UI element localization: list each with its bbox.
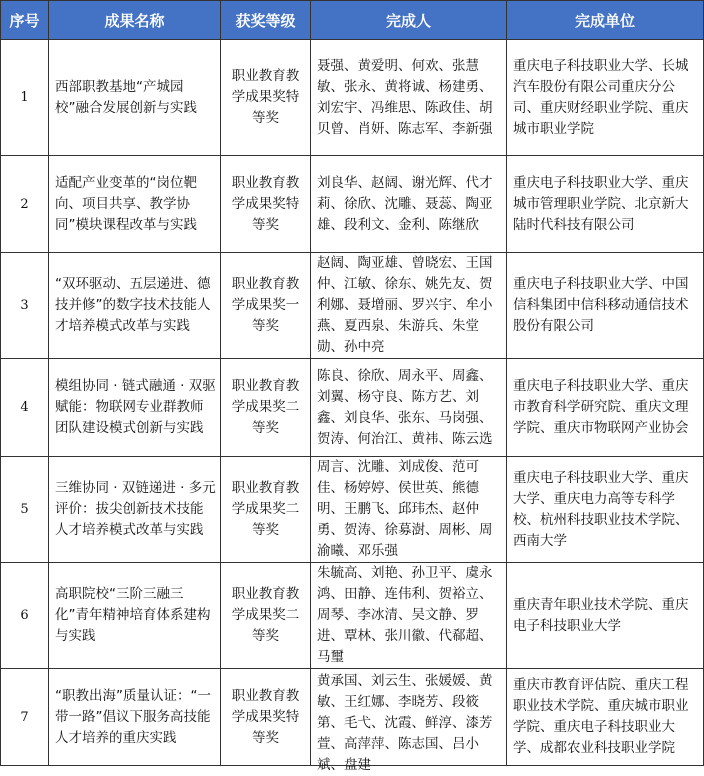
institutions bbox=[507, 156, 704, 253]
award-level bbox=[221, 359, 311, 457]
table-row bbox=[1, 253, 704, 359]
row-number: 2 bbox=[1, 156, 49, 253]
header-level: 获奖等级 bbox=[221, 1, 311, 40]
achievement-name bbox=[49, 669, 221, 766]
award-level-text: 职业教育教学成果奖二等奖 bbox=[231, 586, 300, 644]
table-row bbox=[1, 457, 704, 563]
achievement-name bbox=[49, 40, 221, 156]
contributors-text: 刘良华、赵阔、谢光辉、代才莉、徐欣、沈雕、聂蕊、陶亚雄、段利文、金利、陈继欣 bbox=[317, 174, 493, 233]
row-number: 4 bbox=[1, 359, 49, 457]
achievement-name-text: 高职院校“三阶三融三化”青年精神培育体系建构与实践 bbox=[55, 586, 211, 644]
institutions bbox=[507, 40, 704, 156]
table-row bbox=[1, 359, 704, 457]
row-number: 7 bbox=[1, 669, 49, 766]
award-level bbox=[221, 669, 311, 766]
table-row bbox=[1, 40, 704, 156]
award-level bbox=[221, 563, 311, 669]
institutions-text: 重庆青年职业技术学院、重庆电子科技职业大学 bbox=[513, 596, 689, 634]
award-level bbox=[221, 156, 311, 253]
achievement-name bbox=[49, 457, 221, 563]
contributors-text: 赵阔、陶亚雄、曾晓宏、王国仲、江敏、徐东、姚先友、贺利娜、聂增丽、罗兴宇、牟小燕、夏西泉、朱游兵、朱堂勋、孙中亮 bbox=[317, 255, 493, 355]
institutions bbox=[507, 359, 704, 457]
row-number: 1 bbox=[1, 40, 49, 156]
award-level-text: 职业教育教学成果奖特等奖 bbox=[231, 174, 300, 233]
institutions-text: 重庆市教育评估院、重庆工程职业技术学院、重庆城市职业学院、重庆电子科技职业大学、成都农业科技职业学院 bbox=[513, 677, 689, 756]
award-level-text: 职业教育教学成果奖二等奖 bbox=[231, 378, 300, 436]
achievement-name bbox=[49, 359, 221, 457]
contributors bbox=[311, 457, 507, 563]
achievement-name-text: “双环驱动、五层递进、德技并修”的数字技术技能人才培养模式改革与实践 bbox=[55, 276, 211, 334]
institutions-text: 重庆电子科技职业大学、重庆城市管理职业学院、北京新大陆时代科技有限公司 bbox=[513, 174, 689, 233]
header-people: 完成人 bbox=[311, 1, 507, 40]
contributors-text: 朱毓高、刘艳、孙卫平、虞永鸿、田静、连伟利、贺裕立、周琴、李冰清、吴文静、罗进、覃林、张川徽、代郗超、马璽 bbox=[317, 565, 493, 665]
contributors bbox=[311, 253, 507, 359]
achievement-name-text: 模组协同 · 链式融通 · 双驱赋能：物联网专业群教师团队建设模式创新与实践 bbox=[55, 378, 216, 436]
header-unit: 完成单位 bbox=[507, 1, 704, 40]
contributors-text: 陈良、徐欣、周永平、周鑫、刘翼、杨守良、陈方艺、刘鑫、刘良华、张东、马岗强、贺涛、何治江、黄祎、陈云选 bbox=[317, 367, 493, 447]
award-level-text: 职业教育教学成果奖特等奖 bbox=[231, 68, 300, 126]
achievement-name-text: “职教出海”质量认证：“一带一路”倡议下服务高技能人才培养的重庆实践 bbox=[55, 687, 211, 746]
institutions bbox=[507, 457, 704, 563]
contributors bbox=[311, 669, 507, 773]
contributors-text: 聂强、黄爱明、何欢、张慧敏、张永、黄将诚、杨建勇、刘宏宇、冯维思、陈政佳、胡贝曾、肖妍、陈志军、李新强 bbox=[317, 57, 493, 137]
header-no: 序号 bbox=[1, 1, 49, 40]
award-level bbox=[221, 40, 311, 156]
row-number: 5 bbox=[1, 457, 49, 563]
achievement-name-text: 西部职教基地“产城园校”融合发展创新与实践 bbox=[55, 78, 197, 116]
contributors bbox=[311, 156, 507, 253]
award-level bbox=[221, 457, 311, 563]
institutions-text: 重庆电子科技职业大学、中国信科集团中信科移动通信技术股份有限公司 bbox=[513, 276, 689, 334]
contributors-text: 黄承国、刘云生、张媛媛、黄敏、王红娜、李晓芳、段筱第、毛弋、沈霞、鲜淳、漆芳萱、高萍萍、陈志国、吕小斌、盘建 bbox=[317, 673, 493, 773]
achievement-name-text: 三维协同 · 双链递进 · 多元评价：拔尖创新技术技能人才培养模式改革与实践 bbox=[55, 480, 216, 538]
row-number: 3 bbox=[1, 253, 49, 359]
institutions-text: 重庆电子科技职业大学、长城汽车股份有限公司重庆分公司、重庆财经职业学院、重庆城市职业学院 bbox=[513, 57, 689, 137]
achievement-name bbox=[49, 563, 221, 669]
institutions bbox=[507, 563, 704, 669]
award-level bbox=[221, 253, 311, 359]
achievement-name bbox=[49, 253, 221, 359]
institutions-text: 重庆电子科技职业大学、重庆市教育科学研究院、重庆文理学院、重庆市物联网产业协会 bbox=[513, 378, 689, 436]
award-level-text: 职业教育教学成果奖一等奖 bbox=[231, 276, 300, 334]
award-level-text: 职业教育教学成果奖二等奖 bbox=[231, 480, 300, 538]
row-number: 6 bbox=[1, 563, 49, 669]
header-name: 成果名称 bbox=[49, 1, 221, 40]
table-row bbox=[1, 669, 704, 766]
award-level-text: 职业教育教学成果奖特等奖 bbox=[231, 687, 300, 746]
institutions bbox=[507, 253, 704, 359]
achievement-name-text: 适配产业变革的“岗位靶向、项目共享、教学协同”模块课程改革与实践 bbox=[55, 174, 197, 233]
table-row bbox=[1, 156, 704, 253]
institutions-text: 重庆电子科技职业大学、重庆大学、重庆电力高等专科学校、杭州科技职业技术学院、西南大学 bbox=[513, 469, 689, 549]
table-row bbox=[1, 563, 704, 669]
contributors bbox=[311, 40, 507, 156]
contributors bbox=[311, 563, 507, 669]
contributors-text: 周言、沈雕、刘成俊、范可佳、杨婷婷、侯世英、熊德明、王鹏飞、邱玮杰、赵仲勇、贺涛、徐募澍、周彬、周渝曦、邓乐强 bbox=[317, 459, 493, 559]
institutions bbox=[507, 669, 704, 766]
achievement-name bbox=[49, 156, 221, 253]
contributors bbox=[311, 359, 507, 457]
table-header-row bbox=[1, 1, 704, 40]
